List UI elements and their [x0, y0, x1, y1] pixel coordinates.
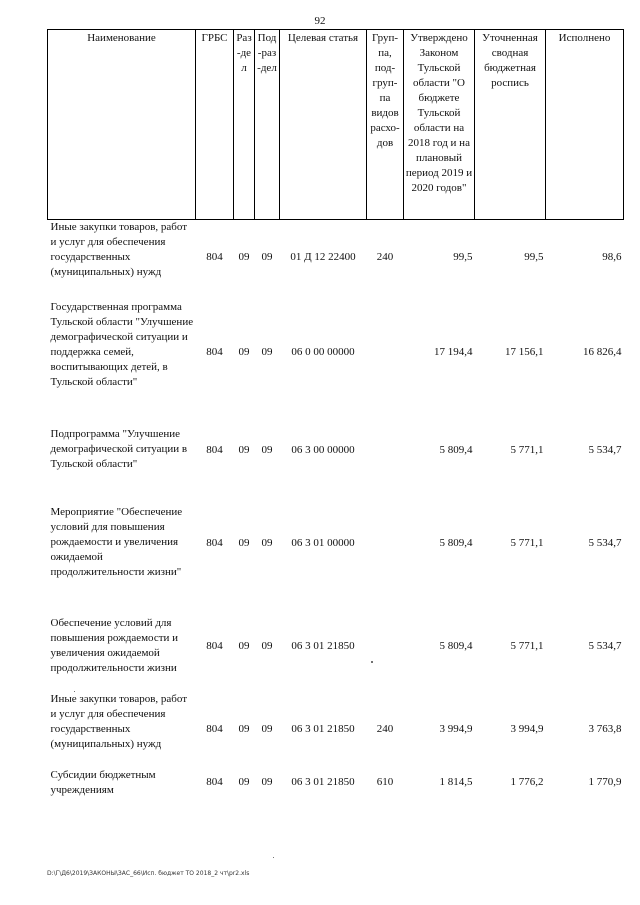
- scan-speck: [273, 857, 274, 858]
- row-vid: 610: [376, 775, 394, 788]
- row-ispolneno: 3 763,8: [588, 722, 622, 735]
- row-ispolneno: 5 534,7: [588, 536, 622, 549]
- row-celevaya: 06 3 01 21850: [291, 722, 355, 735]
- row-utochnennaya: 5 771,1: [510, 536, 544, 549]
- row-utverzhdeno: 5 809,4: [439, 536, 473, 549]
- row-name: Государственная программа Тульской области "Улучшение демографической ситуации и поддержка семей, воспитывающих детей, в Тульской области": [50, 300, 194, 388]
- scan-speck: [371, 661, 373, 663]
- row-utochnennaya: 3 994,9: [510, 722, 544, 735]
- table-row: [48, 616, 624, 692]
- row-utverzhdeno: 17 194,4: [434, 345, 473, 358]
- row-celevaya: 06 3 01 21850: [291, 775, 355, 788]
- row-grbs: 804: [206, 443, 223, 456]
- header-row: [48, 30, 624, 220]
- table-row: [48, 300, 624, 427]
- row-utochnennaya: 17 156,1: [505, 345, 544, 358]
- row-utverzhdeno: 3 994,9: [439, 722, 473, 735]
- header-razdel: Раз-дел: [234, 30, 255, 220]
- row-grbs: 804: [206, 536, 223, 549]
- row-utverzhdeno: 99,5: [453, 251, 473, 263]
- row-vid: [367, 616, 404, 692]
- row-utochnennaya: 5 771,1: [510, 639, 544, 652]
- row-vid: [367, 427, 404, 505]
- row-utverzhdeno: 5 809,4: [439, 639, 473, 652]
- row-name: Мероприятие "Обеспечение условий для повышения рождаемости и увеличения ожидаемой продолжительности жизни": [50, 505, 183, 578]
- row-ispolneno: 5 534,7: [588, 443, 622, 456]
- row-utverzhdeno: 5 809,4: [439, 443, 473, 456]
- row-razdel: 09: [238, 443, 250, 456]
- row-vid: 240: [376, 251, 394, 263]
- header-utverzhdeno: Утверждено Законом Тульской области "О бюджете Тульской области на 2018 год и на плановый период 2019 и 2020 годов": [404, 30, 475, 220]
- row-podrazdel: 09: [261, 443, 273, 456]
- header-ispolneno: Исполнено: [546, 30, 624, 220]
- row-ispolneno: 16 826,4: [583, 345, 622, 358]
- row-grbs: 804: [206, 345, 223, 358]
- row-celevaya: 06 3 00 00000: [291, 443, 355, 456]
- row-podrazdel: 09: [261, 722, 273, 735]
- row-name: Подпрограмма "Улучшение демографической ситуации в Тульской области": [50, 427, 188, 470]
- row-vid: [367, 300, 404, 427]
- row-utochnennaya: 99,5: [524, 251, 544, 263]
- table-row: [48, 768, 624, 808]
- header-celevaya: Целевая статья: [280, 30, 367, 220]
- scan-speck: [74, 691, 75, 692]
- row-podrazdel: 09: [261, 536, 273, 549]
- row-name: Субсидии бюджетным учреждениям: [50, 768, 156, 796]
- row-celevaya: 06 0 00 00000: [291, 345, 355, 358]
- row-celevaya: 06 3 01 00000: [291, 536, 355, 549]
- row-podrazdel: 09: [261, 251, 273, 263]
- row-grbs: 804: [206, 722, 223, 735]
- row-name: Обеспечение условий для повышения рождаемости и увеличения ожидаемой продолжительности жизни: [50, 616, 179, 674]
- row-razdel: 09: [238, 536, 250, 549]
- table-row: [48, 220, 624, 300]
- table-row: [48, 427, 624, 505]
- row-name: Иные закупки товаров, работ и услуг для обеспечения государственных (муниципальных) нужд: [50, 692, 188, 750]
- row-razdel: 09: [238, 722, 250, 735]
- row-name: Иные закупки товаров, работ и услуг для обеспечения государственных (муниципальных) нужд: [50, 221, 188, 278]
- row-vid: 240: [376, 722, 394, 735]
- row-utochnennaya: 5 771,1: [510, 443, 544, 456]
- row-vid: [367, 505, 404, 616]
- row-razdel: 09: [238, 639, 250, 652]
- row-grbs: 804: [206, 639, 223, 652]
- row-razdel: 09: [238, 345, 250, 358]
- table-row: [48, 505, 624, 616]
- header-utochnennaya: Уточненная сводная бюджетная роспись: [475, 30, 546, 220]
- header-name: Наименование: [48, 30, 196, 220]
- row-razdel: 09: [238, 251, 250, 263]
- row-ispolneno: 1 770,9: [588, 775, 622, 788]
- row-grbs: 804: [206, 251, 223, 263]
- table-row: [48, 692, 624, 768]
- budget-table: [47, 29, 624, 808]
- row-podrazdel: 09: [261, 775, 273, 788]
- row-celevaya: 06 3 01 21850: [291, 639, 355, 652]
- page-number: 92: [314, 15, 326, 27]
- row-utochnennaya: 1 776,2: [510, 775, 544, 788]
- row-grbs: 804: [206, 775, 223, 788]
- header-vid: Груп-па, под-груп-па видов расхо-дов: [367, 30, 404, 220]
- header-grbs: ГРБС: [196, 30, 234, 220]
- row-razdel: 09: [238, 775, 250, 788]
- row-celevaya: 01 Д 12 22400: [290, 251, 356, 263]
- row-podrazdel: 09: [261, 345, 273, 358]
- row-podrazdel: 09: [261, 639, 273, 652]
- row-ispolneno: 5 534,7: [588, 639, 622, 652]
- file-path-footer: D:\Г\Д6\2019\ЗАКОНЫ\ЗАС_66\Исп. бюджет ТО 2018_2 чт\pr2.xls: [47, 870, 250, 877]
- row-ispolneno: 98,6: [602, 251, 622, 263]
- row-utverzhdeno: 1 814,5: [439, 775, 473, 788]
- header-podrazdel: Под-раз-дел: [255, 30, 280, 220]
